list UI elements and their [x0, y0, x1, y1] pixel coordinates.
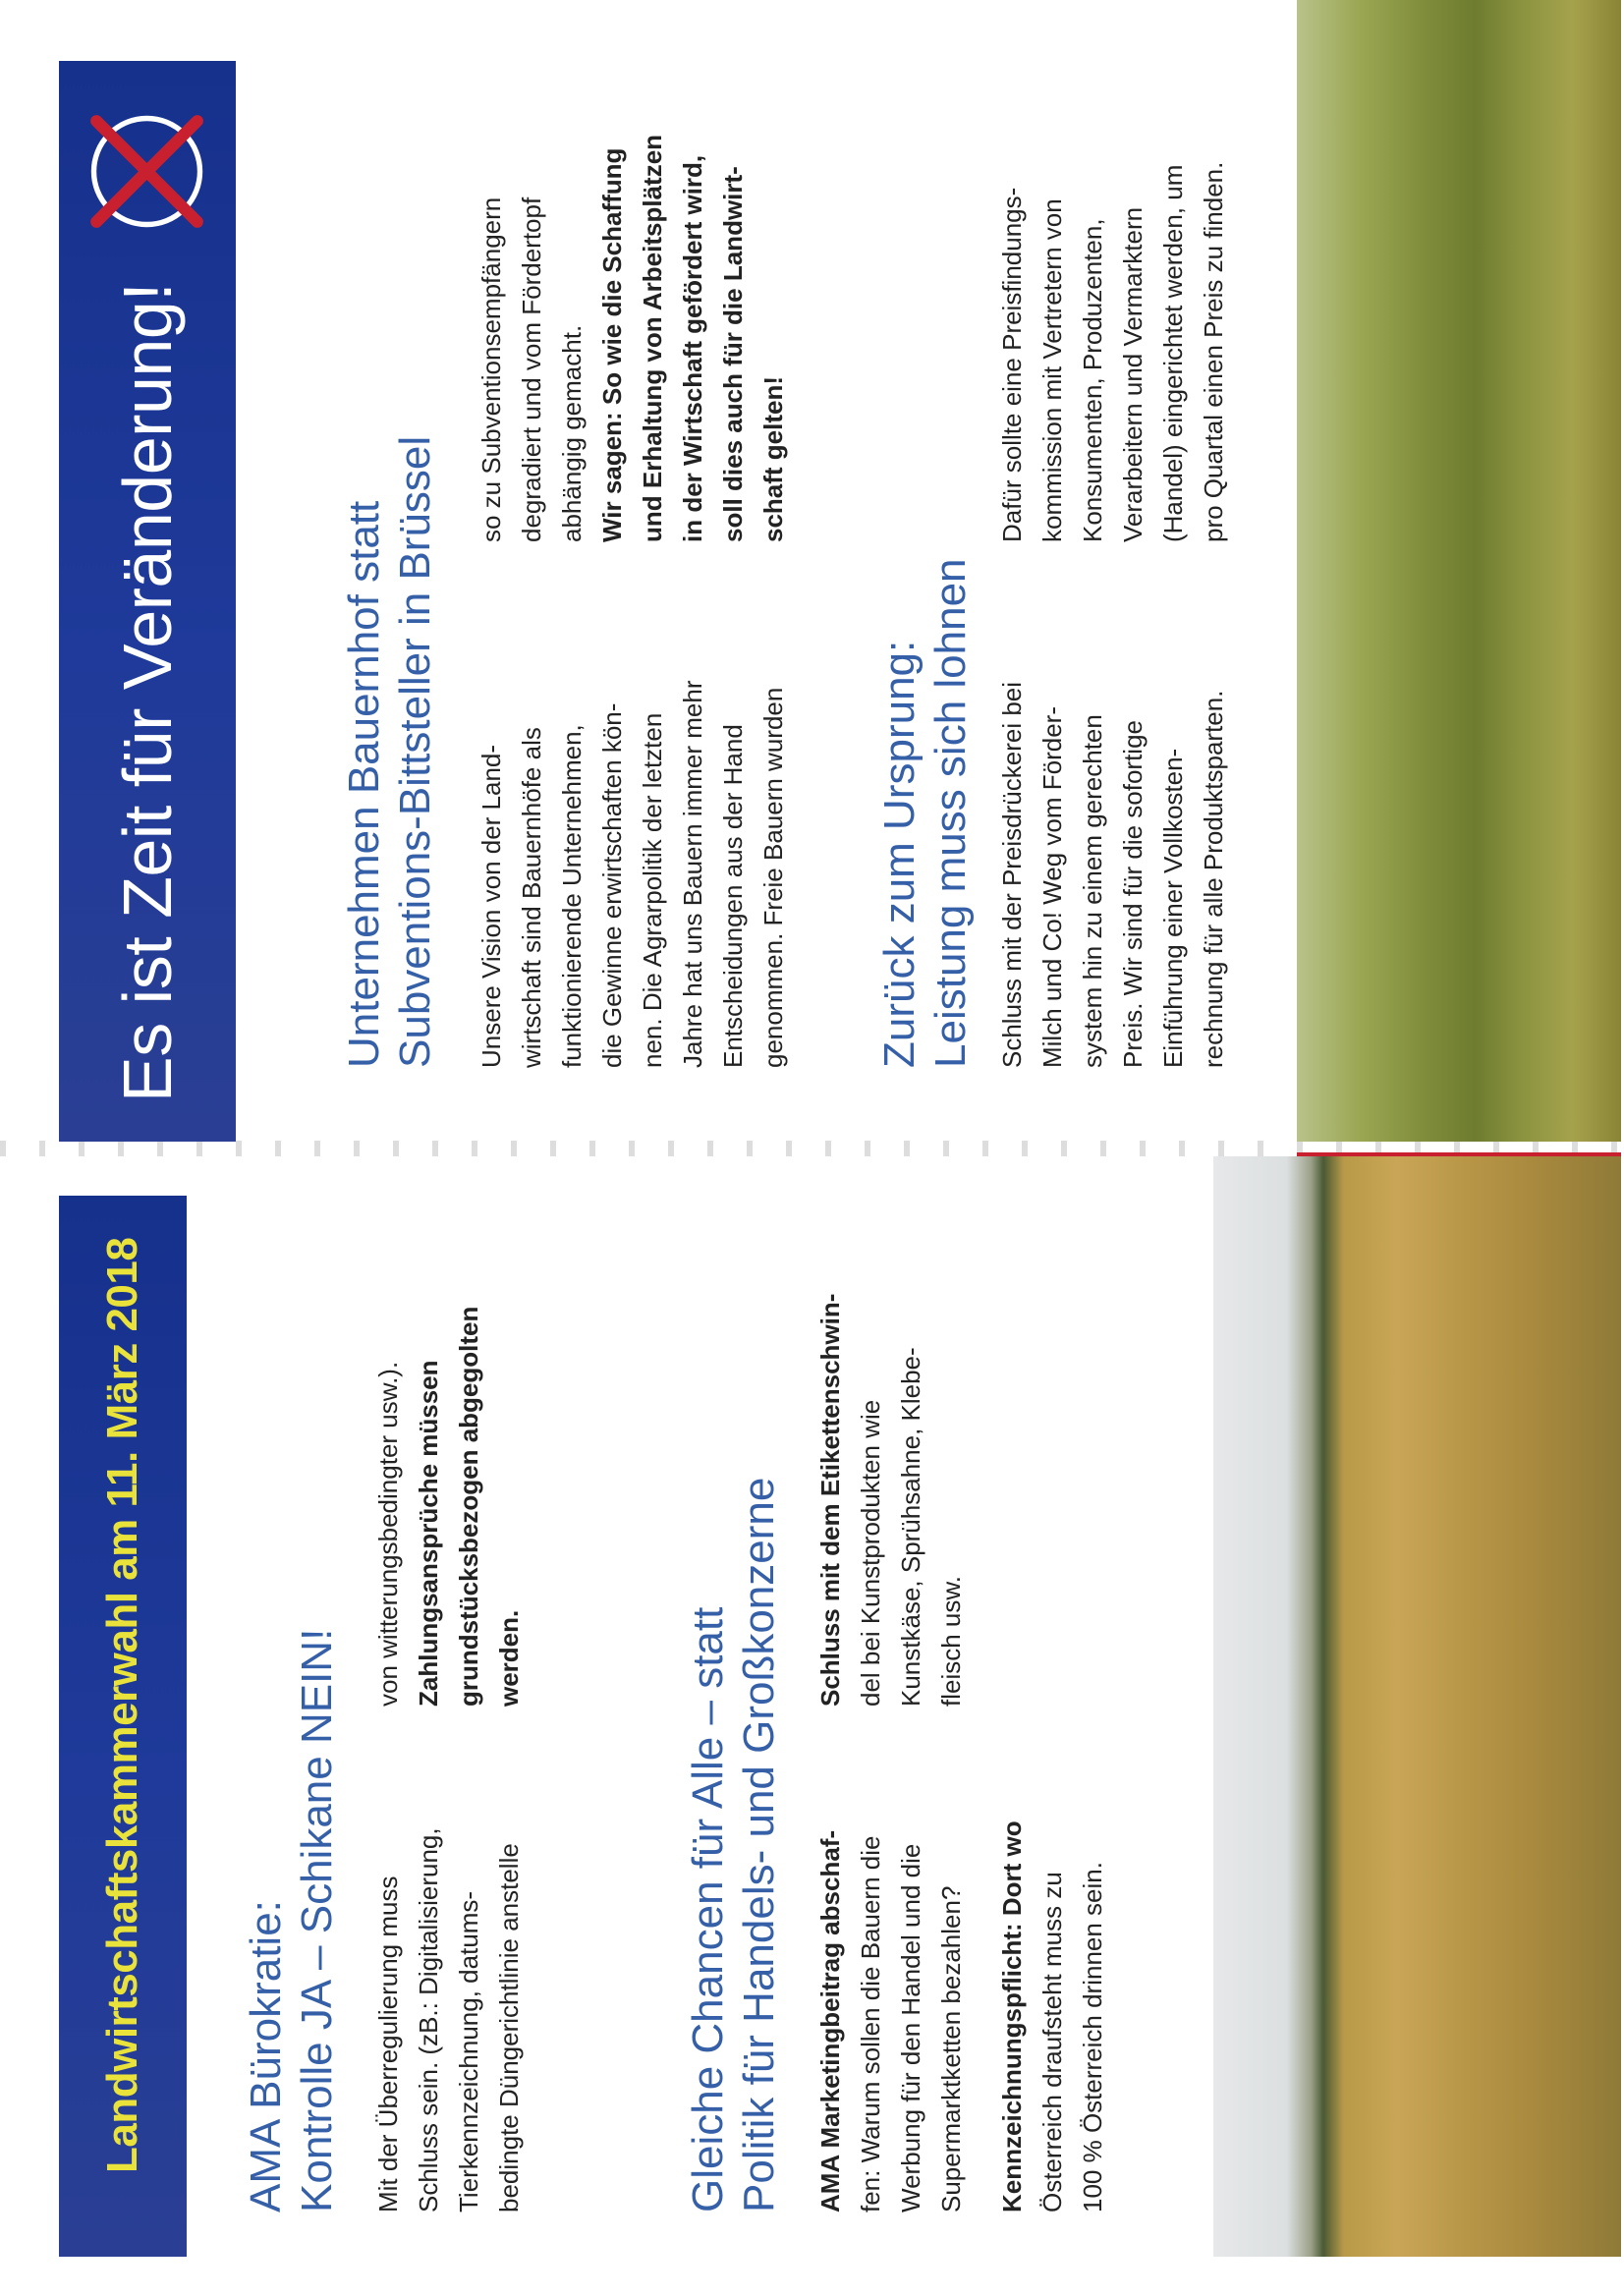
- text-line: in der Wirtschaft gefördert wird,: [678, 154, 707, 542]
- body-column: [811, 1741, 972, 2212]
- text-line: so zu Subventionsempfängern: [476, 196, 506, 542]
- text-line: Supermarktketten bezahlen?: [936, 1885, 966, 2212]
- heading-line: Politik für Handels- und Großkonzerne: [735, 1477, 783, 2212]
- text-line: von witterungsbedingter usw.).: [373, 1361, 403, 1707]
- red-accent-line: [1297, 1152, 1621, 1156]
- body-column: [368, 1245, 530, 1707]
- section-heading-unternehmen-bauernhof: [339, 436, 441, 1068]
- text-line: schaft gelten!: [758, 375, 788, 542]
- text-line: Preis. Wir sind für die sofortige: [1118, 719, 1148, 1068]
- text-line: 100 % Österreich drinnen sein.: [1078, 1862, 1107, 2212]
- heading-line: AMA Bürokratie:: [242, 1900, 290, 2212]
- text-line: Schluss sein. (zB.: Digitalisierung,: [414, 1827, 443, 2212]
- text-line: Einführung einer Vollkosten-: [1158, 748, 1188, 1068]
- text-line: Verarbeitern und Vermarktern: [1118, 206, 1148, 542]
- text-line: del bei Kunstprodukten wie: [856, 1399, 885, 1707]
- text-line: rechnung für alle Produktsparten.: [1199, 690, 1228, 1068]
- text-line: nen. Die Agrarpolitik der letzten: [638, 712, 667, 1068]
- heading-line: Leistung muss sich lohnen: [926, 558, 975, 1068]
- heading-line: Subventions-Bittsteller in Brüssel: [391, 435, 439, 1068]
- text-line: kommission mit Vertretern von: [1037, 198, 1067, 542]
- body-column: [811, 1245, 972, 1707]
- slogan-banner: [59, 61, 236, 1142]
- text-line: Wir sagen: So wie die Schaffung: [597, 147, 627, 542]
- text-line: Mit der Überregulierung muss: [373, 1876, 403, 2212]
- text-line: grundstücksbezogen abgegolten: [454, 1306, 483, 1707]
- text-line: Konsumenten, Produzenten,: [1078, 218, 1107, 542]
- text-line: Zahlungsansprüche müssen: [414, 1360, 443, 1707]
- heading-line: Kontrolle JA – Schikane NEIN!: [293, 1628, 341, 2212]
- text-line: funktionierende Unternehmen,: [557, 724, 587, 1068]
- slogan-title: Es ist Zeit für Veränderung!: [109, 282, 186, 1102]
- green-crop-field-photo: [1297, 0, 1621, 1142]
- body-column: [472, 577, 794, 1068]
- text-line: Schluss mit der Preisdrückerei bei: [997, 681, 1027, 1068]
- text-line: Kunstkäse, Sprühsahne, Klebe-: [896, 1347, 925, 1707]
- section-heading-ama-buerokratie: [241, 1629, 343, 2212]
- text-line: degradiert und vom Fördertopf: [517, 196, 546, 542]
- section-heading-gleiche-chancen: [683, 1478, 785, 2212]
- text-line: Entscheidungen aus der Hand: [718, 724, 748, 1068]
- text-line: Dafür sollte eine Preisfindungs-: [997, 187, 1027, 542]
- text-line: genommen. Freie Bauern wurden: [758, 687, 788, 1068]
- text-line: bedingte Düngerichtlinie anstelle: [494, 1843, 524, 2212]
- election-banner: [59, 1196, 187, 2257]
- text-line: Österreich draufsteht muss zu: [1037, 1872, 1067, 2212]
- right-panel: [0, 0, 1624, 1142]
- body-column: [992, 1741, 1113, 2212]
- text-line: fen: Warum sollen die Bauern die: [856, 1835, 885, 2212]
- banner-title: Landwirtschaftskammerwahl am 11. März 2018: [98, 1237, 146, 2173]
- heading-line: Unternehmen Bauernhof statt: [340, 500, 388, 1068]
- text-line: fleisch usw.: [936, 1576, 966, 1707]
- text-line: Werbung für den Handel und die: [896, 1843, 925, 2212]
- ballot-cross-icon: [81, 105, 213, 238]
- text-line: Kennzeichnungspflicht: Dort wo: [997, 1820, 1027, 2212]
- text-line: system hin zu einem gerechten: [1078, 714, 1107, 1068]
- text-line: wirtschaft sind Bauernhöfe als: [517, 727, 546, 1068]
- section-heading-zurueck-zum-ursprung: [874, 558, 977, 1068]
- text-line: AMA Marketingbeitrag abschaf-: [815, 1829, 845, 2212]
- text-line: und Erhaltung von Arbeitsplätzen: [638, 134, 667, 542]
- text-line: soll dies auch für die Landwirt-: [718, 166, 748, 542]
- text-line: Tierkennzeichnung, datums-: [454, 1890, 483, 2212]
- text-line: (Handel) eingerichtet werden, um: [1158, 164, 1188, 542]
- text-line: Schluss mit dem Etikettenschwin-: [815, 1293, 845, 1707]
- body-column: [368, 1751, 530, 2212]
- body-column: [992, 41, 1234, 542]
- text-line: werden.: [494, 1609, 524, 1707]
- heading-line: Gleiche Chancen für Alle – statt: [684, 1606, 732, 2212]
- text-line: die Gewinne erwirtschaften kön-: [597, 702, 627, 1068]
- body-column: [992, 567, 1234, 1068]
- text-line: Unsere Vision von der Land-: [476, 744, 506, 1068]
- text-line: Milch und Co! Weg vom Förder-: [1037, 706, 1067, 1068]
- wheat-field-photo: [1213, 1156, 1621, 2257]
- left-panel: [0, 1156, 1624, 2296]
- heading-line: Zurück zum Ursprung:: [875, 640, 924, 1068]
- text-line: pro Quartal einen Preis zu finden.: [1199, 161, 1228, 542]
- body-column: [472, 41, 794, 542]
- text-line: abhängig gemacht.: [557, 324, 587, 542]
- text-line: Jahre hat uns Bauern immer mehr: [678, 680, 707, 1068]
